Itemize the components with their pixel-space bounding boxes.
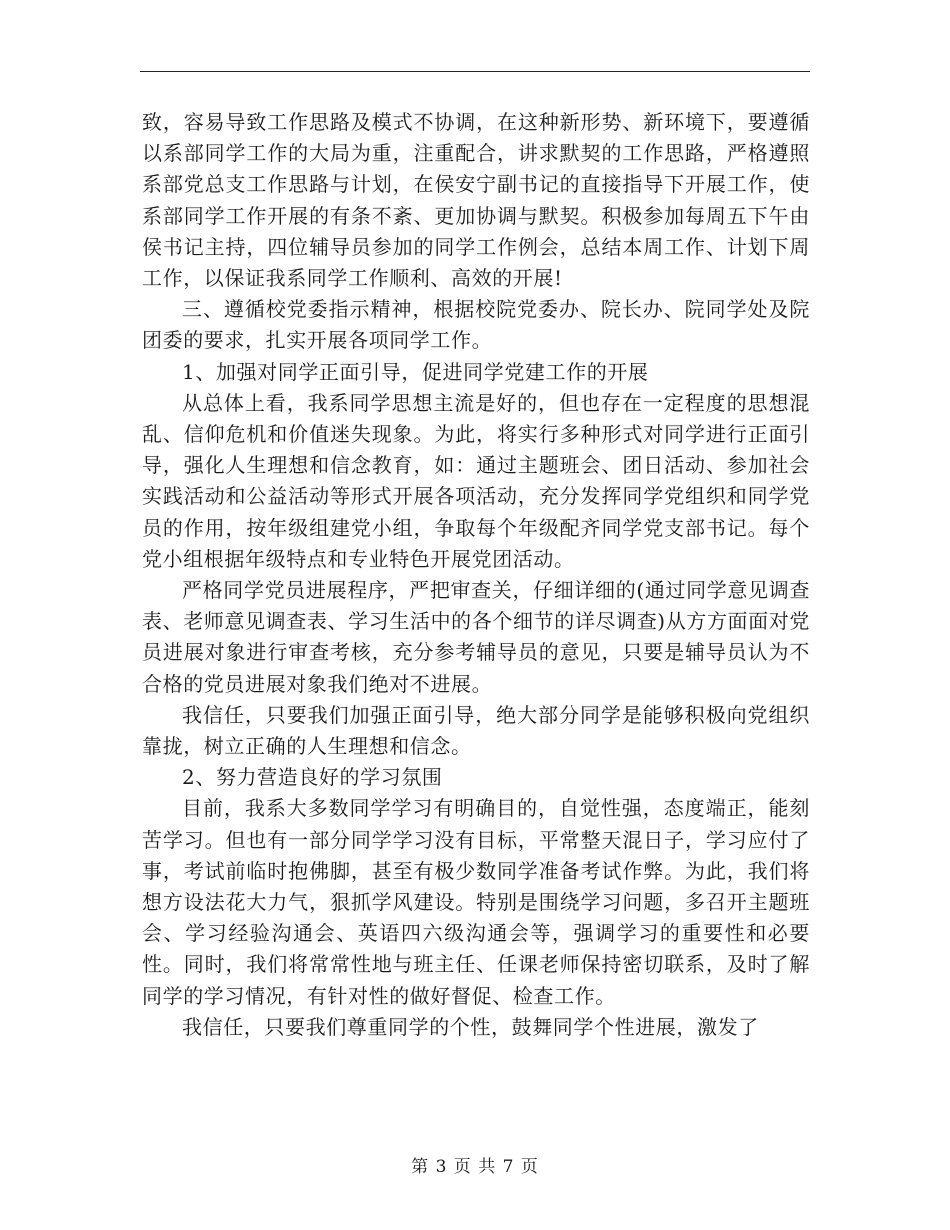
subheading-two: 2、努力营造良好的学习氛围 [182, 765, 443, 790]
page-number-footer: 第 3 页 共 7 页 [411, 1157, 539, 1177]
paragraph-section-three: 三、遵循校党委指示精神，根据校院党委办、院长办、院同学处及院团委的要求，扎实开展各项同学工作。 [142, 297, 810, 353]
paragraph-study-atmosphere: 目前，我系大多数同学学习有明确目的，自觉性强，态度端正，能刻苦学习。但也有一部分同学学习没有目标，平常整天混日子，学习应付了事，考试前临时抱佛脚，甚至有极少数同学准备考试作弊。为此，我们将想方设法花大力气，狠抓学风建设。特别是围绕学习问题，多召开主题班会、学习经验沟通会、英语四六级沟通会等，强调学习的重要性和必要性。同时，我们将常常性地与班主任、任课老师保持密切联系，及时了解同学的学习情况，有针对性的做好督促、检查工作。 [142, 796, 810, 1008]
document-body [142, 107, 810, 1043]
paragraph-belief-individuality: 我信任，只要我们尊重同学的个性，鼓舞同学个性进展，激发了 [182, 1014, 759, 1039]
paragraph-party-member-procedure: 严格同学党员进展程序，严把审查关，仔细详细的(通过同学意见调查表、老师意见调查表、学习生活中的各个细节的详尽调查)从方方面面对党员进展对象进行审查考核，充分参考辅导员的意见，只要是辅导员认为不合格的党员进展对象我们绝对不进展。 [142, 578, 810, 696]
paragraph-overall-ideology: 从总体上看，我系同学思想主流是好的，但也存在一定程度的思想混乱、信仰危机和价值迷失现象。为此，将实行多种形式对同学进行正面引导，强化人生理想和信念教育，如：通过主题班会、团日活动、参加社会实践活动和公益活动等形式开展各项活动，充分发挥同学党组织和同学党员的作用，按年级组建党小组，争取每个年级配齐同学党支部书记。每个党小组根据年级特点和专业特色开展党团活动。 [142, 390, 810, 571]
header-rule [140, 71, 810, 72]
subheading-one: 1、加强对同学正面引导，促进同学党建工作的开展 [182, 359, 649, 384]
paragraph-continuation: 致，容易导致工作思路及模式不协调，在这种新形势、新环境下，要遵循以系部同学工作的大局为重，注重配合，讲求默契的工作思路，严格遵照系部党总支工作思路与计划，在侯安宁副书记的直接指导下开展工作，使系部同学工作开展的有条不紊、更加协调与默契。积极参加每周五下午由侯书记主持，四位辅导员参加的同学工作例会，总结本周工作、计划下周工作，以保证我系同学工作顺利、高效的开展! [142, 110, 810, 291]
paragraph-belief-guidance: 我信任，只要我们加强正面引导，绝大部分同学是能够积极向党组织靠拢，树立正确的人生理想和信念。 [142, 702, 810, 759]
